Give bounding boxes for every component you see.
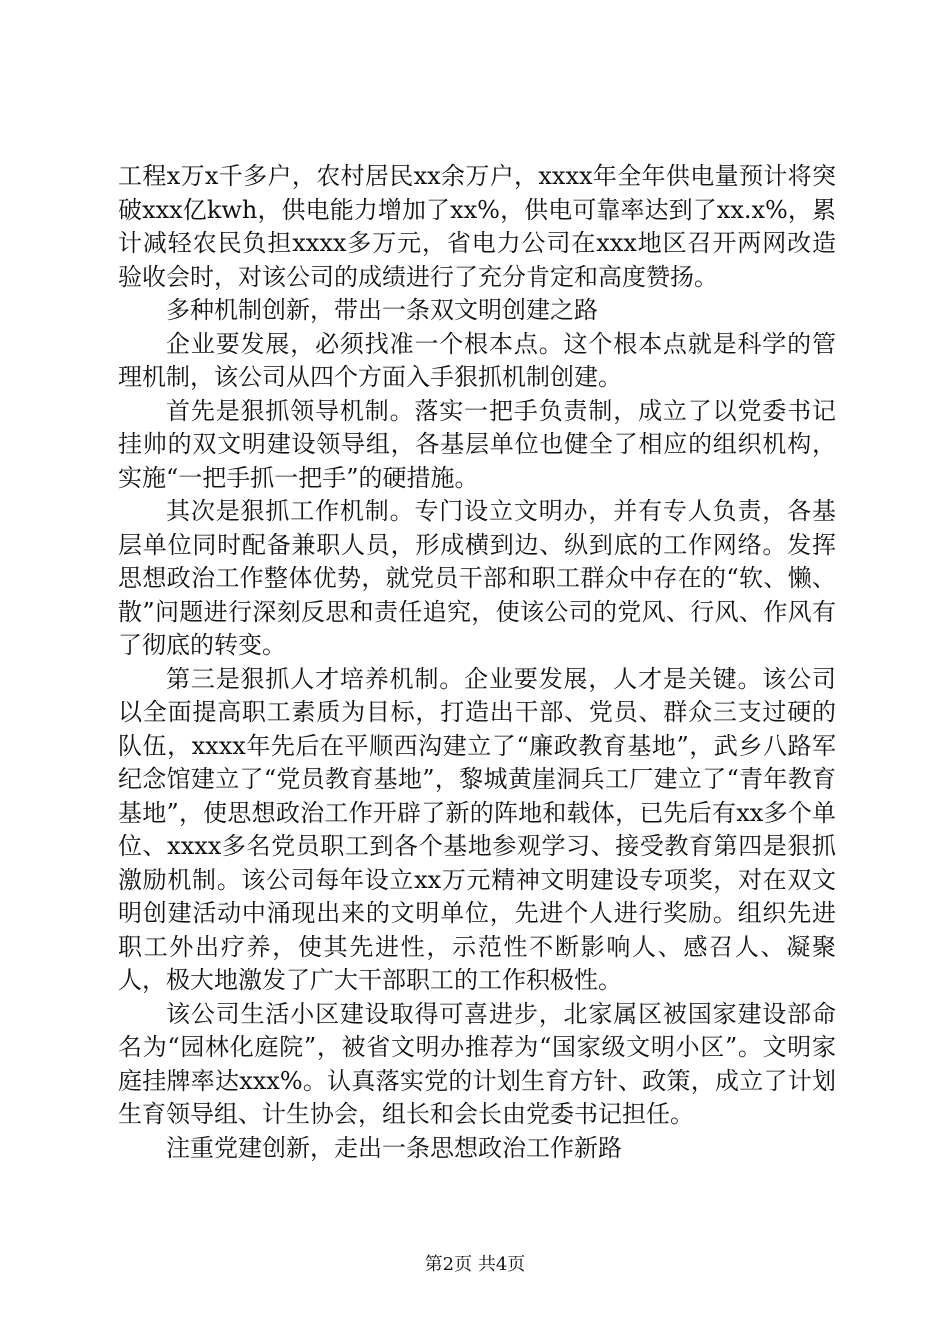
page-footer: 第2页 共4页 — [424, 1254, 526, 1275]
section-heading-party-building: 注重党建创新，走出一条思想政治工作新路 — [166, 1133, 622, 1162]
paragraph-continued: 工程x万x千多户，农村居民xx余万户，xxxx年全年供电量预计将突破xxx亿kwh，供电能力增加了xx%，供电可靠率达到了xx.x%，累计减轻农民负担xxxx多万元，省电力公司在xxx地区召开两网改造验收会时，对该公司的成绩进行了充分肯定和高度赞扬。 — [118, 162, 836, 291]
paragraph-community: 该公司生活小区建设取得可喜进步，北家属区被国家建设部命名为“园林化庭院”，被省文明办推荐为“国家级文明小区”。文明家庭挂牌率达xxx%。认真落实党的计划生育方针、政策，成立了计划生育领导组、计生协会，组长和会长由党委书记担任。 — [118, 999, 836, 1128]
section-heading-mechanism: 多种机制创新，带出一条双文明创建之路 — [166, 296, 598, 324]
document-body — [118, 160, 836, 1165]
paragraph-intro: 企业要发展，必须找准一个根本点。这个根本点就是科学的管理机制，该公司从四个方面入手狠抓机制创建。 — [118, 329, 836, 391]
paragraph-talent: 第三是狠抓人才培养机制。企业要发展，人才是关键。该公司以全面提高职工素质为目标，打造出干部、党员、群众三支过硬的队伍，xxxx年先后在平顺西沟建立了“廉政教育基地”，武乡八路军纪念馆建立了“党员教育基地”，黎城黄崖洞兵工厂建立了“青年教育基地”，使思想政治工作开辟了新的阵地和载体，已先后有xx多个单位、xxxx多名党员职工到各个基地参观学习、接受教育第四是狠抓激励机制。该公司每年设立xx万元精神文明建设专项奖，对在双文明创建活动中涌现出来的文明单位，先进个人进行奖励。组织先进职工外出疗养，使其先进性，示范性不断影响人、感召人、凝聚人，极大地激发了广大干部职工的工作积极性。 — [118, 664, 836, 994]
paragraph-leadership: 首先是狠抓领导机制。落实一把手负责制，成立了以党委书记挂帅的双文明建设领导组，各基层单位也健全了相应的组织机构，实施“一把手抓一把手”的硬措施。 — [118, 396, 836, 492]
paragraph-work-mechanism: 其次是狠抓工作机制。专门设立文明办，并有专人负责，各基层单位同时配备兼职人员，形成横到边、纵到底的工作网络。发挥思想政治工作整体优势，就党员干部和职工群众中存在的“软、懒、散”问题进行深刻反思和责任追究，使该公司的党风、行风、作风有了彻底的转变。 — [118, 497, 836, 659]
